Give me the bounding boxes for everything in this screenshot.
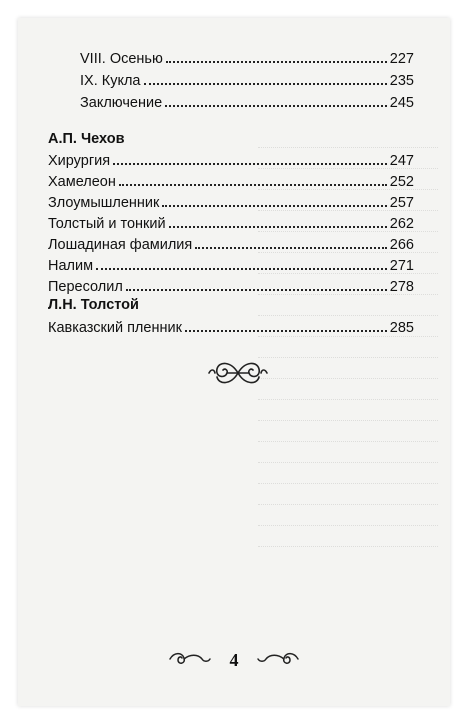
toc-entry bbox=[48, 212, 414, 232]
toc-entry bbox=[48, 254, 414, 274]
toc-entry-page: 278 bbox=[389, 279, 414, 295]
dot-leader bbox=[126, 289, 387, 291]
dot-leader bbox=[195, 247, 387, 249]
toc-entry-title: Заключение bbox=[80, 95, 163, 111]
toc-entry-title: Хирургия bbox=[48, 153, 111, 169]
toc-entry bbox=[48, 316, 414, 336]
dot-leader bbox=[166, 61, 387, 63]
toc-entry-page: 227 bbox=[389, 51, 414, 67]
author-heading: Л.Н. Толстой bbox=[48, 297, 139, 313]
toc-entry-page: 285 bbox=[389, 320, 414, 336]
toc-entry-title: Налим bbox=[48, 258, 94, 274]
toc-entry-title: IX. Кукла bbox=[80, 73, 141, 89]
flourish-ornament-icon bbox=[205, 355, 271, 391]
dot-leader bbox=[96, 268, 387, 270]
toc-entry bbox=[80, 47, 414, 67]
page-number: 4 bbox=[229, 650, 239, 670]
toc-entry-title: Толстый и тонкий bbox=[48, 216, 166, 232]
toc-entry-title: VIII. Осенью bbox=[80, 51, 163, 67]
toc-entry bbox=[80, 69, 414, 89]
dot-leader bbox=[165, 105, 387, 107]
toc-entry bbox=[48, 149, 414, 169]
author-heading: А.П. Чехов bbox=[48, 131, 125, 147]
toc-entry bbox=[48, 233, 414, 253]
toc-entry-page: 262 bbox=[389, 216, 414, 232]
toc-entry bbox=[48, 191, 414, 211]
toc-entry bbox=[48, 275, 414, 295]
toc-entry-page: 247 bbox=[389, 153, 414, 169]
toc-entry bbox=[48, 170, 414, 190]
toc-entry-title: Злоумышленник bbox=[48, 195, 160, 211]
toc-entry-page: 245 bbox=[389, 95, 414, 111]
dot-leader bbox=[169, 226, 387, 228]
toc-entry-page: 252 bbox=[389, 174, 414, 190]
toc-entry bbox=[80, 91, 414, 111]
toc-entry-title: Пересолил bbox=[48, 279, 123, 295]
dot-leader bbox=[113, 163, 387, 165]
toc-entry-title: Хамелеон bbox=[48, 174, 116, 190]
footer-flourish-right-icon bbox=[256, 650, 300, 668]
dot-leader bbox=[144, 83, 387, 85]
toc-entry-title: Кавказский пленник bbox=[48, 320, 182, 336]
toc-entry-page: 235 bbox=[389, 73, 414, 89]
dot-leader bbox=[185, 330, 387, 332]
toc-entry-page: 266 bbox=[389, 237, 414, 253]
dot-leader bbox=[119, 184, 387, 186]
toc-entry-page: 257 bbox=[389, 195, 414, 211]
toc-entry-title: Лошадиная фамилия bbox=[48, 237, 193, 253]
toc-entry-page: 271 bbox=[389, 258, 414, 274]
dot-leader bbox=[162, 205, 386, 207]
